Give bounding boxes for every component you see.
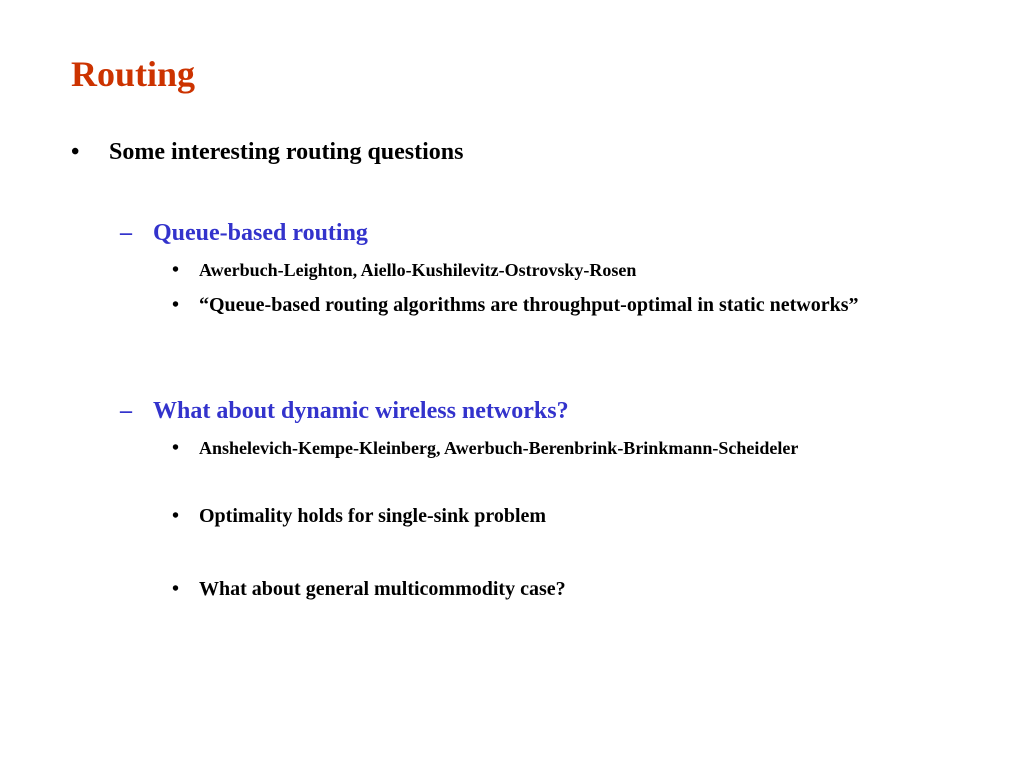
dash-icon: – xyxy=(120,220,132,246)
section-heading-queue-based xyxy=(120,218,368,248)
bullet-item-main xyxy=(71,137,463,167)
list-item-text: Optimality holds for single-sink problem xyxy=(199,505,547,527)
list-item xyxy=(172,290,952,320)
bullet-icon: • xyxy=(172,437,180,459)
slide-title: Routing xyxy=(71,54,196,94)
bullet-icon: • xyxy=(172,505,180,527)
list-item xyxy=(172,255,636,285)
bullet-icon: • xyxy=(172,259,180,281)
section-heading-text: Queue-based routing xyxy=(153,220,368,246)
list-item-text: Awerbuch-Leighton, Aiello-Kushilevitz-Ostrovsky-Rosen xyxy=(199,260,637,280)
section-heading-text: What about dynamic wireless networks? xyxy=(153,398,569,424)
bullet-icon: • xyxy=(71,139,80,165)
bullet-icon: • xyxy=(172,578,180,600)
list-item xyxy=(172,433,798,463)
list-item-text: What about general multicommodity case? xyxy=(199,578,566,600)
bullet-text-main: Some interesting routing questions xyxy=(109,139,464,165)
dash-icon: – xyxy=(120,398,132,424)
list-item-text: “Queue-based routing algorithms are throughput-optimal in static networks” xyxy=(199,294,859,316)
list-item-text: Anshelevich-Kempe-Kleinberg, Awerbuch-Berenbrink-Brinkmann-Scheideler xyxy=(199,438,799,458)
list-item xyxy=(172,574,566,604)
section-heading-dynamic-wireless xyxy=(120,396,569,426)
list-item xyxy=(172,501,546,531)
bullet-icon: • xyxy=(172,294,180,316)
